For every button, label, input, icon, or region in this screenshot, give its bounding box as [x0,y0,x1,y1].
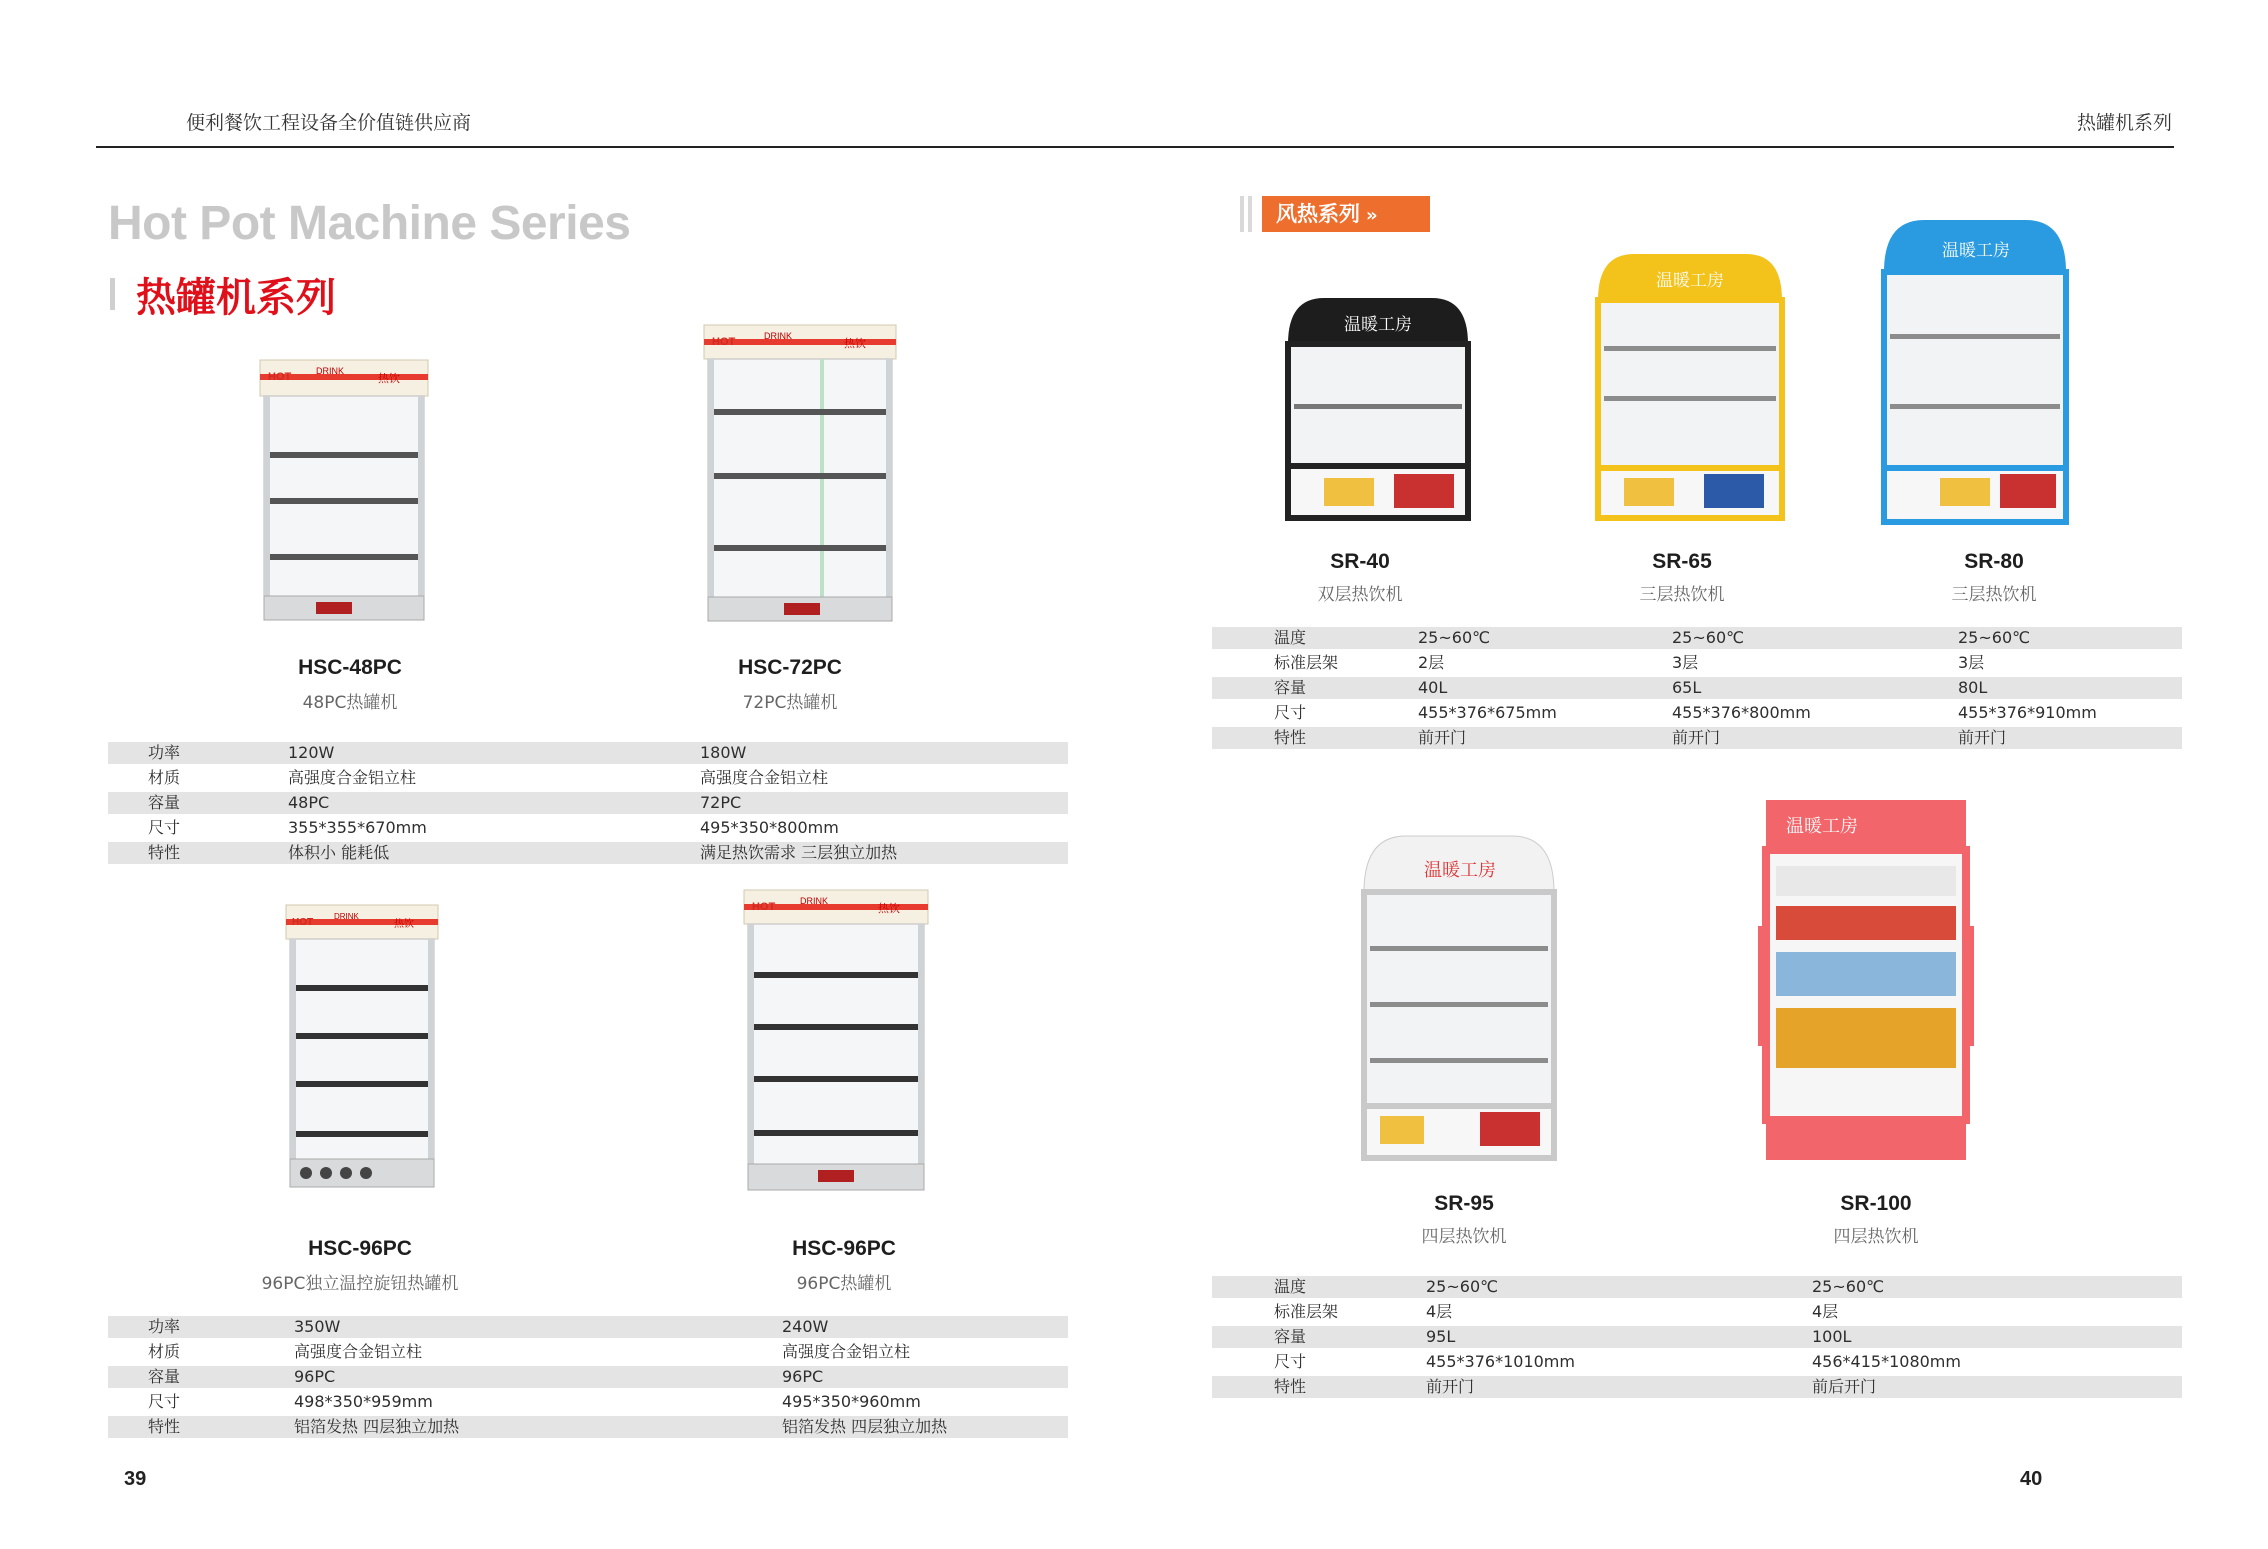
product-model: SR-65 [1652,550,1712,573]
spec-value: 高强度合金铝立柱 [294,1342,423,1361]
spec-value: 25~60℃ [1958,628,2031,647]
product-sr-80 [1864,216,2124,614]
product-model: HSC-96PC [308,1237,412,1260]
product-description: 三层热饮机 [1639,585,1725,605]
table-row [108,842,1068,864]
spec-label: 容量 [1274,678,1307,697]
spec-value: 25~60℃ [1418,628,1491,647]
heating-cabinet-image [1880,216,2140,536]
spec-value: 455*376*675mm [1418,703,1557,722]
table-row [1212,652,2182,674]
header-left-text: 便利餐饮工程设备全价值链供应商 [186,112,472,134]
product-model: SR-100 [1840,1192,1912,1215]
spec-label: 容量 [148,1367,181,1386]
sign-drink: DRINK [800,896,829,906]
spec-value: 495*350*960mm [782,1392,921,1411]
spec-value: 100L [1812,1327,1852,1346]
header-right-text: 热罐机系列 [2076,112,2172,134]
spec-label: 功率 [148,1317,181,1336]
spec-label: 容量 [148,793,181,812]
spec-value: 铝箔发热 四层独立加热 [782,1417,948,1436]
product-sr-65 [1552,250,1812,614]
table-row [108,1366,1068,1388]
product-model: HSC-96PC [792,1237,896,1260]
product-sr-95 [1334,832,1594,1260]
table-row [1212,1276,2182,1298]
double-chevron-right-icon: » [1366,205,1378,226]
hot-pot-cabinet-image [286,905,546,1205]
sign-hot: HOT [752,901,776,913]
spec-value: 240W [782,1317,829,1336]
spec-label: 尺寸 [1274,1352,1307,1371]
spec-value: 高强度合金铝立柱 [700,768,829,787]
page-number-left: 39 [124,1468,147,1490]
product-description: 双层热饮机 [1317,585,1403,605]
spec-value: 3层 [1672,653,1699,672]
spec-value: 495*350*800mm [700,818,839,837]
product-description: 四层热饮机 [1833,1227,1919,1247]
spec-label: 材质 [148,1342,181,1361]
hot-pot-cabinet-image [738,890,998,1210]
spec-value: 456*415*1080mm [1812,1352,1961,1371]
product-description: 96PC热罐机 [796,1274,892,1294]
page-title-english: Hot Pot Machine Series [108,197,631,250]
spec-value: 72PC [700,793,742,812]
spec-value: 95L [1426,1327,1456,1346]
hot-pot-cabinet-image [260,360,520,640]
spec-label: 特性 [148,1417,181,1436]
product-description: 48PC热罐机 [302,693,398,713]
sign-hot: HOT [268,371,292,383]
cabinet-brand-sign: 温暖工房 [1656,271,1724,291]
spec-value: 180W [700,743,747,762]
table-row [1212,627,2182,649]
product-hsc-72pc [660,325,920,720]
product-description: 三层热饮机 [1951,585,2037,605]
table-row [1212,702,2182,724]
hot-pot-cabinet-image [704,325,964,625]
spec-label: 标准层架 [1274,653,1339,672]
title-accent-bar [110,278,115,310]
product-model: HSC-72PC [738,656,842,679]
spec-label: 特性 [1274,1377,1307,1396]
sign-drink: DRINK [764,331,793,341]
cabinet-brand-sign: 温暖工房 [1424,860,1496,881]
sign-hot-drink-cn: 热饮 [844,337,866,350]
spec-value: 前后开门 [1812,1377,1877,1396]
page-title-chinese: 热罐机系列 [136,275,336,321]
sign-hot-drink-cn: 热饮 [378,372,400,385]
spec-value: 65L [1672,678,1702,697]
spec-value: 25~60℃ [1426,1277,1499,1296]
spec-value: 455*376*910mm [1958,703,2097,722]
sign-hot: HOT [712,336,736,348]
spec-value: 高强度合金铝立柱 [288,768,417,787]
badge-stripe [1248,196,1252,232]
spec-table-left-top [108,742,1068,862]
product-sr-40 [1230,294,1490,614]
spec-value: 满足热饮需求 三层独立加热 [700,843,898,862]
spec-value: 4层 [1812,1302,1839,1321]
table-row [108,1316,1068,1338]
spec-value: 48PC [288,793,330,812]
spec-value: 前开门 [1418,728,1467,747]
page-number-right: 40 [2020,1468,2043,1490]
spec-label: 尺寸 [148,1392,181,1411]
sign-drink: DRINK [316,366,345,376]
spec-value: 455*376*1010mm [1426,1352,1575,1371]
heating-cabinet-image [1762,796,2022,1176]
spec-value: 40L [1418,678,1448,697]
spec-value: 350W [294,1317,341,1336]
spec-value: 4层 [1426,1302,1453,1321]
spec-value: 前开门 [1426,1377,1475,1396]
table-row [1212,677,2182,699]
sign-hot: HOT [292,917,314,928]
spec-table-right-bottom [1212,1276,2182,1396]
table-row [108,817,1068,839]
product-hsc-48pc [220,360,480,720]
spec-value: 2层 [1418,653,1445,672]
badge-stripe [1240,196,1244,232]
heating-cabinet-image [1594,250,1854,530]
spec-value: 25~60℃ [1672,628,1745,647]
spec-value: 体积小 能耗低 [288,843,390,862]
spec-value: 前开门 [1672,728,1721,747]
spec-label: 材质 [148,768,181,787]
spec-value: 355*355*670mm [288,818,427,837]
table-row [108,767,1068,789]
spec-label: 尺寸 [1274,703,1307,722]
spec-value: 高强度合金铝立柱 [782,1342,911,1361]
table-row [1212,1326,2182,1348]
spec-value: 96PC [294,1367,336,1386]
spec-label: 尺寸 [148,818,181,837]
product-sr-100 [1746,796,2006,1260]
spec-value: 3层 [1958,653,1985,672]
spec-label: 容量 [1274,1327,1307,1346]
spec-table-left-bottom [108,1316,1068,1436]
heating-cabinet-image [1360,832,1620,1172]
badge-pill [1262,196,1430,232]
spec-label: 特性 [1274,728,1307,747]
sign-drink: DRINK [334,912,359,921]
table-row [108,1391,1068,1413]
product-description: 72PC热罐机 [742,693,838,713]
table-row [1212,1376,2182,1398]
table-row [108,742,1068,764]
spec-value: 前开门 [1958,728,2007,747]
heating-cabinet-image [1284,294,1544,534]
spec-value: 455*376*800mm [1672,703,1811,722]
table-row [1212,727,2182,749]
product-model: SR-95 [1434,1192,1494,1215]
spec-label: 温度 [1274,1277,1307,1296]
product-model: SR-80 [1964,550,2024,573]
cabinet-brand-sign: 温暖工房 [1344,315,1412,335]
table-row [108,1341,1068,1363]
spec-label: 特性 [148,843,181,862]
spec-label: 标准层架 [1274,1302,1339,1321]
table-row [1212,1351,2182,1373]
spec-value: 96PC [782,1367,824,1386]
spec-value: 铝箔发热 四层独立加热 [294,1417,460,1436]
cabinet-brand-sign: 温暖工房 [1942,241,2010,261]
spec-value: 120W [288,743,335,762]
spec-value: 498*350*959mm [294,1392,433,1411]
product-model: HSC-48PC [298,656,402,679]
spec-value: 25~60℃ [1812,1277,1885,1296]
product-description: 96PC独立温控旋钮热罐机 [261,1274,459,1294]
table-row [108,1416,1068,1438]
spec-label: 温度 [1274,628,1307,647]
product-hsc-96pc-knob [230,905,490,1294]
badge-label: 风热系列 [1276,202,1360,226]
header-divider [96,146,2174,148]
product-description: 四层热饮机 [1421,1227,1507,1247]
cabinet-brand-sign: 温暖工房 [1786,816,1858,837]
spec-value: 80L [1958,678,1988,697]
spec-label: 功率 [148,743,181,762]
product-hsc-96pc [714,890,974,1294]
product-model: SR-40 [1330,550,1390,573]
table-row [108,792,1068,814]
table-row [1212,1301,2182,1323]
sign-hot-drink-cn: 热饮 [878,902,900,915]
sign-hot-drink-cn: 热饮 [394,919,414,930]
spec-table-right-top [1212,627,2182,747]
